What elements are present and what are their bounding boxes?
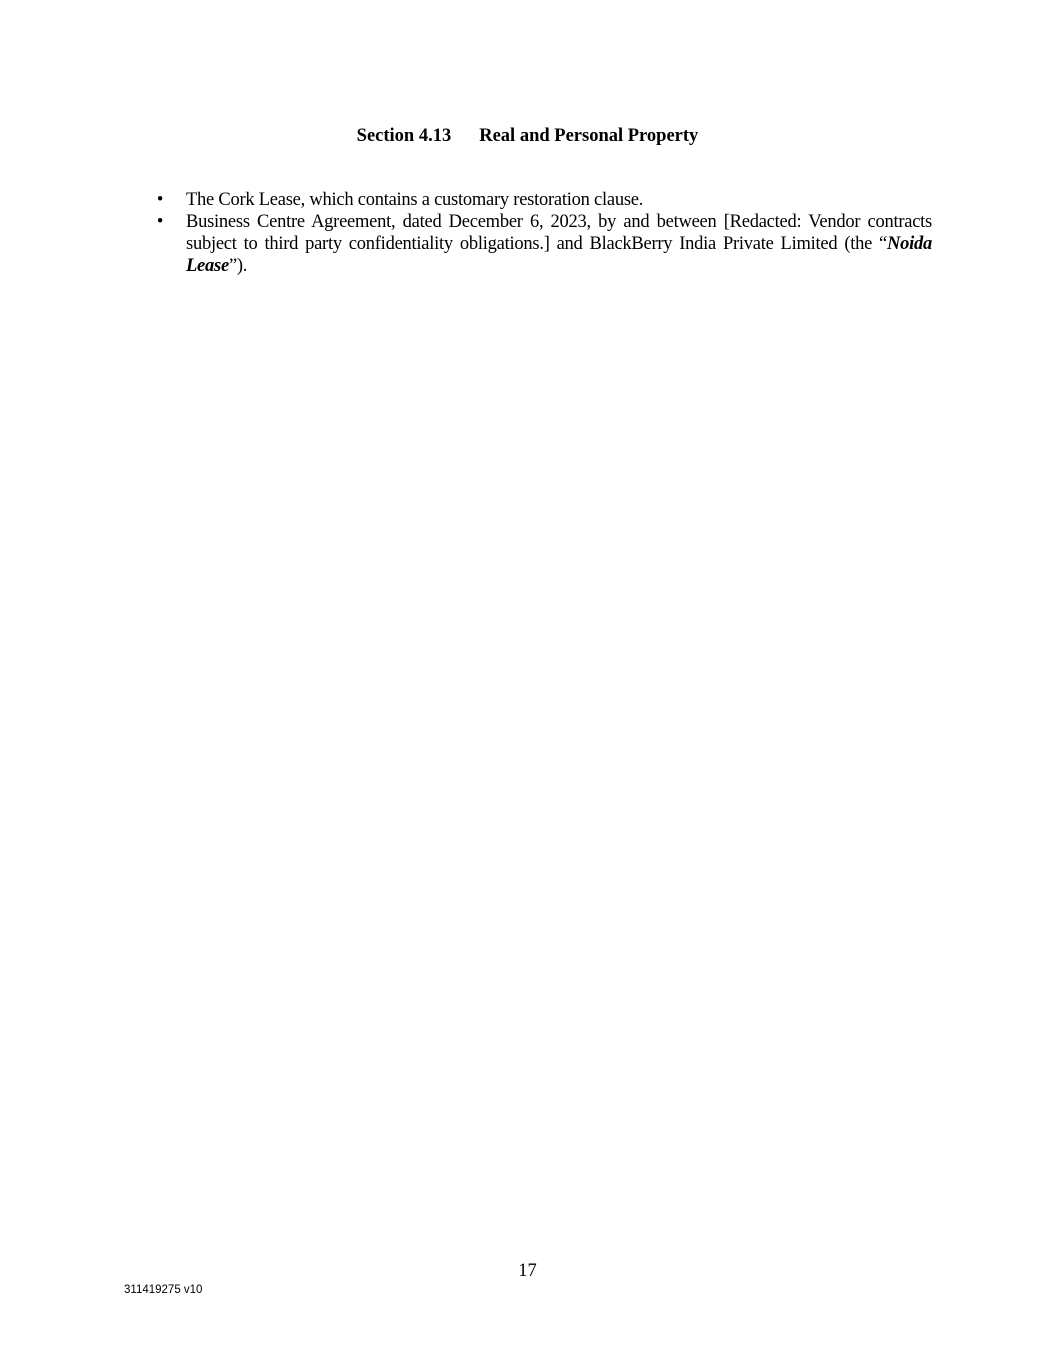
section-number: Section 4.13 [356, 126, 452, 146]
document-id: 311419275 v10 [124, 1284, 203, 1296]
list-item-text: The Cork Lease, which contains a customary restoration clause. [186, 190, 644, 210]
bullet-icon: • [156, 212, 164, 232]
property-list [154, 189, 932, 277]
section-title: Real and Personal Property [479, 126, 699, 146]
list-item-text: Business Centre Agreement, dated December 6, 2023, by and between [Redacted: Vendor contracts subject to third party confidentiality obligations.] and BlackBerry India Private Limited (the “ [186, 212, 932, 254]
list-item [154, 189, 932, 211]
defined-term: Noida Lease [186, 234, 932, 276]
bullet-icon: • [156, 190, 164, 210]
list-item-text-end: ”). [228, 256, 248, 276]
list-item [154, 211, 932, 277]
page-number: 17 [518, 1261, 537, 1281]
section-heading [0, 124, 1055, 148]
